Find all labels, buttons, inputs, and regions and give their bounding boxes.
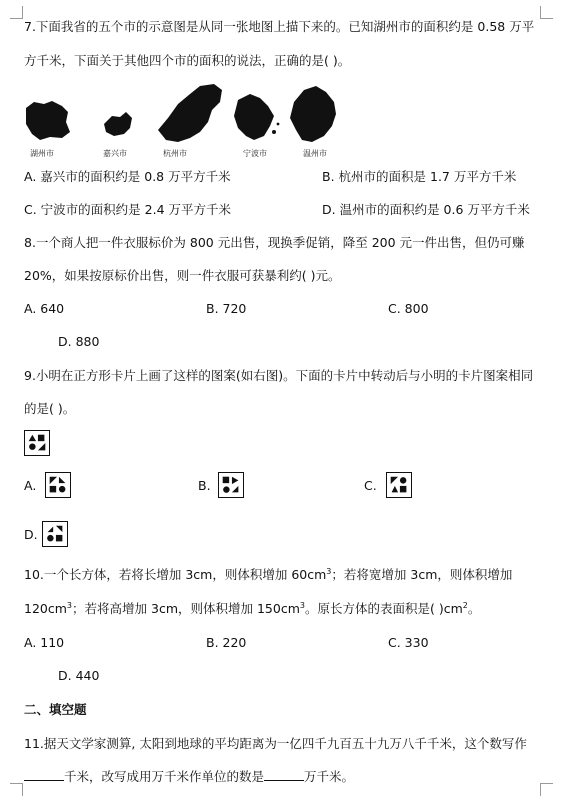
- q8-option-b[interactable]: B. 720: [206, 301, 247, 316]
- map-label-hangzhou: 杭州市: [163, 149, 187, 158]
- jiaxing-map: [104, 112, 132, 136]
- q9-option-c-card[interactable]: [386, 472, 412, 498]
- q8-option-c[interactable]: C. 800: [388, 301, 429, 316]
- q10-stem-line2: $120cm^3$；若将高增加 3cm，则体积增加 $150cm^3$。原长方体的表面积是( )$cm^2$。: [24, 600, 481, 616]
- map-label-wenzhou: 温州市: [303, 149, 327, 158]
- q7-option-d[interactable]: D. 温州市的面积约是 0.6 万平方千米: [322, 202, 530, 217]
- q8-stem-line2: 20%，如果按原标价出售，则一件衣服可获暴利约( )元。: [24, 268, 341, 283]
- answer-blank[interactable]: [24, 768, 64, 781]
- q9-option-b-card[interactable]: [218, 472, 244, 498]
- q7-option-c[interactable]: C. 宁波市的面积约是 2.4 万平方千米: [24, 202, 232, 217]
- corner-mark: [540, 783, 553, 796]
- q9-stem-line2: 的是( )。: [24, 401, 76, 416]
- q8-option-a[interactable]: A. 640: [24, 301, 65, 316]
- map-label-huzhou: 湖州市: [30, 149, 54, 158]
- huzhou-map: [26, 101, 70, 140]
- q9-option-c-label[interactable]: C.: [364, 478, 377, 493]
- section-heading: 二、填空题: [24, 702, 87, 717]
- q9-option-a-label[interactable]: A.: [24, 478, 37, 493]
- q10-option-b[interactable]: B. 220: [206, 635, 247, 650]
- reference-card: [24, 430, 50, 456]
- hangzhou-map: [158, 84, 222, 142]
- q10-option-c[interactable]: C. 330: [388, 635, 429, 650]
- q8-option-d[interactable]: D. 880: [58, 334, 100, 349]
- map-label-ningbo: 宁波市: [243, 149, 267, 158]
- q7-stem-line1: 7.下面我省的五个市的示意图是从同一张地图上描下来的。已知湖州市的面积约是 0.58 万平: [24, 19, 535, 34]
- answer-blank[interactable]: [264, 768, 304, 781]
- corner-mark: [10, 783, 23, 796]
- map-label-jiaxing: 嘉兴市: [103, 149, 127, 158]
- q7-stem-line2: 方千米，下面关于其他四个市的面积的说法，正确的是( )。: [24, 53, 351, 68]
- ningbo-map: [234, 94, 274, 140]
- corner-mark: [540, 6, 553, 19]
- q10-option-d[interactable]: D. 440: [58, 668, 100, 683]
- q7-option-b[interactable]: B. 杭州市的面积是 1.7 万平方千米: [322, 169, 517, 184]
- q8-stem-line1: 8.一个商人把一件衣服标价为 800 元出售，现换季促销，降至 200 元一件出售，但仍可赚: [24, 235, 525, 250]
- q10-option-a[interactable]: A. 110: [24, 635, 65, 650]
- corner-mark: [10, 6, 23, 19]
- q9-option-b-label[interactable]: B.: [198, 478, 211, 493]
- q9-option-d-card[interactable]: [42, 521, 68, 547]
- wenzhou-map: [290, 86, 336, 142]
- q11-stem-line2: 千米，改写成用万千米作单位的数是 万千米。: [24, 768, 354, 786]
- q9-stem-line1: 9.小明在正方形卡片上画了这样的图案(如右图)。下面的卡片中转动后与小明的卡片图案相同: [24, 368, 534, 383]
- q7-option-a[interactable]: A. 嘉兴市的面积约是 0.8 万平方千米: [24, 169, 231, 184]
- q11-stem-line1: 11.据天文学家测算, 太阳到地球的平均距离为一亿四千九百五十九万八千千米，这个数写作: [24, 736, 527, 751]
- q10-stem-line1: 10.一个长方体，若将长增加 3cm，则体积增加 $60cm^3$；若将宽增加 3cm，则体积增加: [24, 566, 513, 582]
- q9-option-a-card[interactable]: [45, 472, 71, 498]
- q9-option-d-label[interactable]: D.: [24, 527, 38, 542]
